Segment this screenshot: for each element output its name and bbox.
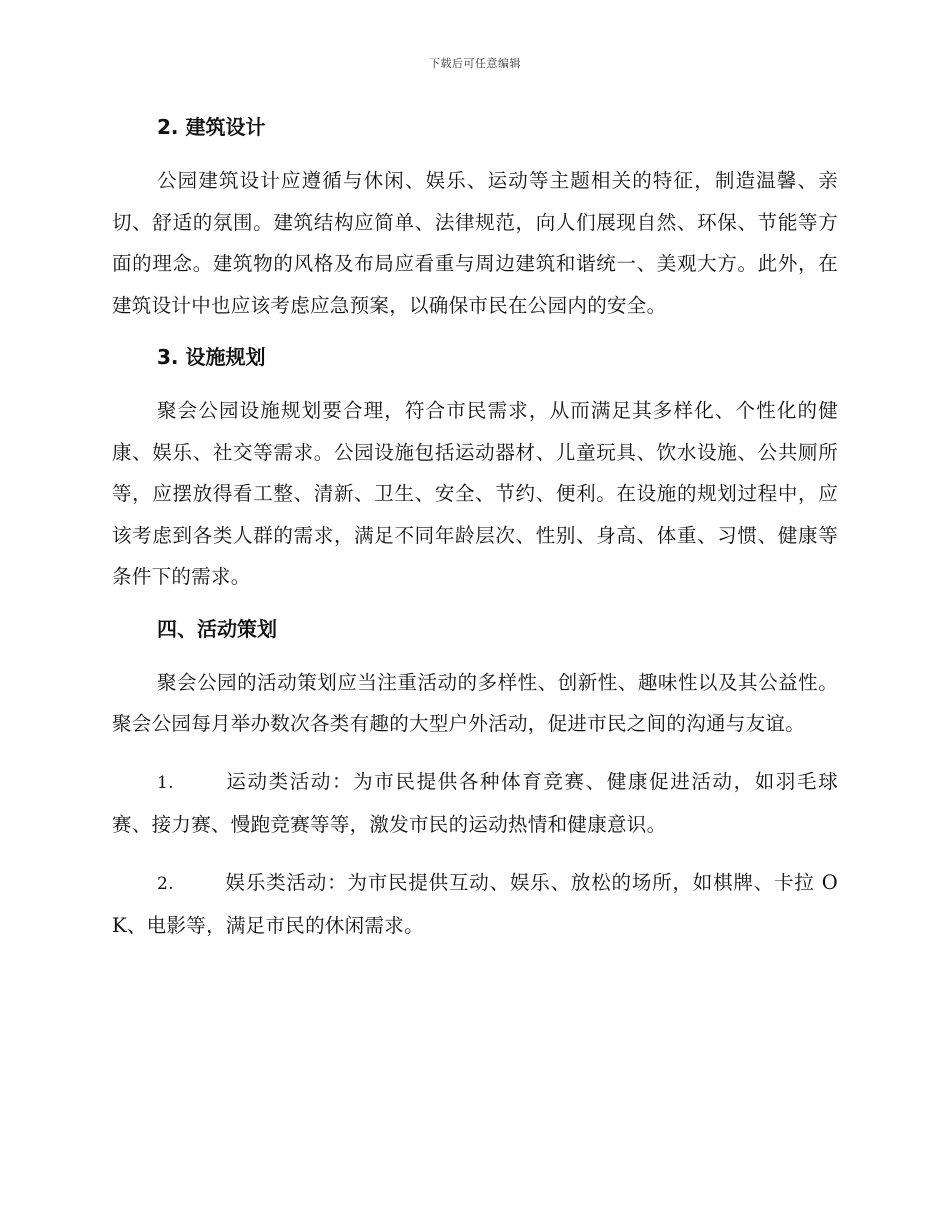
- section-body-facilities: 聚会公园设施规划要合理，符合市民需求，从而满足其多样化、个性化的健康、娱乐、社交等需求。公园设施包括运动器材、儿童玩具、饮水设施、公共厕所等，应摆放得看工整、清新、卫生、安全、节约、便利。在设施的规划过程中，应该考虑到各类人群的需求，满足不同年龄层次、性别、身高、体重、习惯、健康等条件下的需求。: [112, 399, 838, 588]
- section-heading-facilities: 3. 设施规划: [157, 345, 266, 369]
- list-item-text: 运动类活动：为市民提供各种体育竞赛、健康促进活动，如羽毛球赛、接力赛、慢跑竞赛等等，激发市民的运动热情和健康意识。: [112, 769, 838, 836]
- list-number: 2.: [157, 873, 174, 894]
- page-header: 下载后可任意编辑: [429, 57, 521, 70]
- list-item-text: 娱乐类活动：为市民提供互动、娱乐、放松的场所，如棋牌、卡拉 OK、电影等，满足市民的休闲需求。: [112, 870, 838, 937]
- section-heading-architecture: 2. 建筑设计: [157, 115, 266, 139]
- list-item-entertainment: [112, 862, 838, 947]
- section-heading-activities: 四、活动策划: [157, 616, 277, 641]
- document-body: [112, 112, 838, 963]
- section-body-activities: 聚会公园的活动策划应当注重活动的多样性、创新性、趣味性以及其公益性。聚会公园每月举办数次各类有趣的大型户外活动，促进市民之间的沟通与友谊。: [112, 670, 838, 735]
- section-body-architecture: 公园建筑设计应遵循与休闲、娱乐、运动等主题相关的特征，制造温馨、亲切、舒适的氛围。建筑结构应简单、法律规范，向人们展现自然、环保、节能等方面的理念。建筑物的风格及布局应看重与周边建筑和谐统一、美观大方。此外，在建筑设计中也应该考虑应急预案，以确保市民在公园内的安全。: [112, 169, 838, 317]
- list-item-sports: [112, 761, 838, 846]
- list-number: 1.: [157, 772, 174, 793]
